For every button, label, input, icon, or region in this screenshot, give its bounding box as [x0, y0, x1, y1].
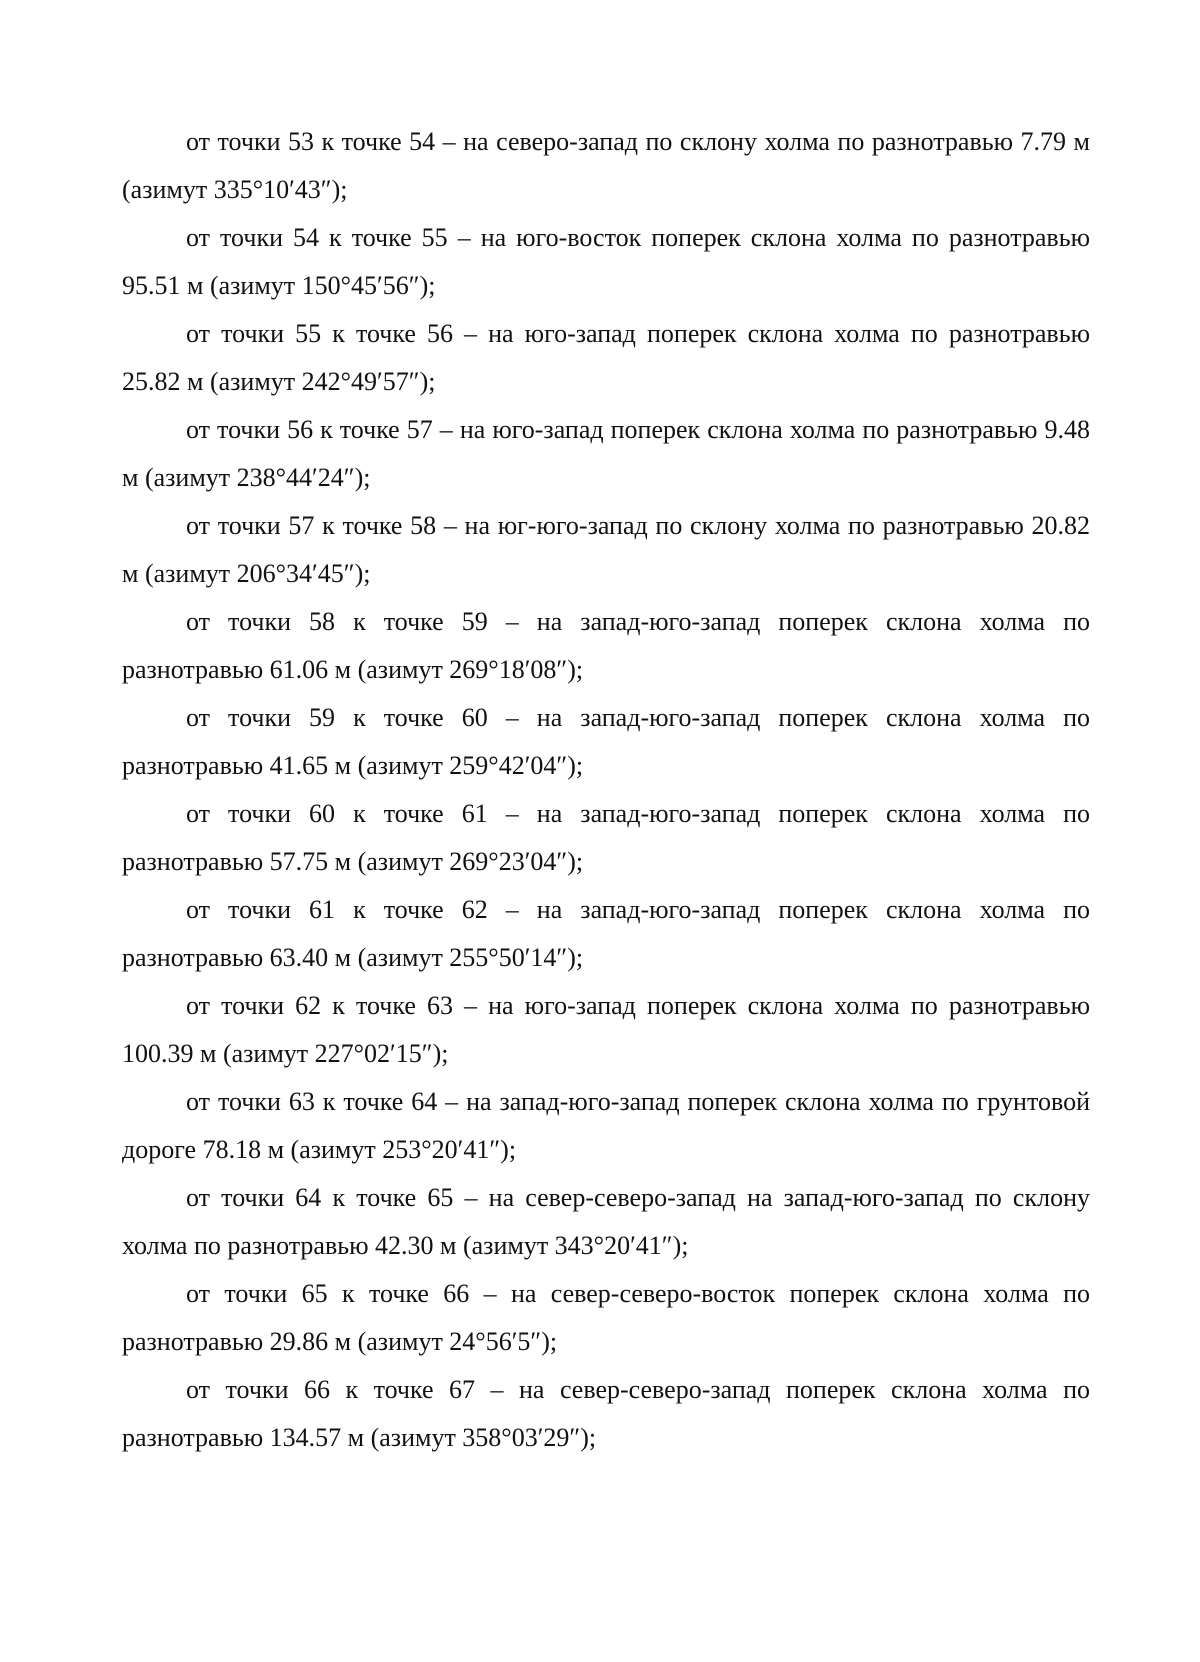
paragraph-segment-65-66: от точки 65 к точке 66 – на север-северо-восток поперек склона холма по разнотравью 29.86 м (азимут 24°56′5″);	[122, 1279, 1090, 1356]
paragraph-segment-61-62: от точки 61 к точке 62 – на запад-юго-запад поперек склона холма по разнотравью 63.40 м (азимут 255°50′14″);	[122, 895, 1090, 972]
paragraph-segment-60-61: от точки 60 к точке 61 – на запад-юго-запад поперек склона холма по разнотравью 57.75 м (азимут 269°23′04″);	[122, 799, 1090, 876]
paragraph-segment-55-56: от точки 55 к точке 56 – на юго-запад поперек склона холма по разнотравью 25.82 м (азимут 242°49′57″);	[122, 319, 1090, 396]
paragraph-segment-63-64: от точки 63 к точке 64 – на запад-юго-запад поперек склона холма по грунтовой дороге 78.18 м (азимут 253°20′41″);	[122, 1087, 1090, 1164]
paragraph-segment-53-54: от точки 53 к точке 54 – на северо-запад по склону холма по разнотравью 7.79 м (азимут 335°10′43″);	[122, 127, 1090, 204]
paragraph-segment-64-65: от точки 64 к точке 65 – на север-северо-запад на запад-юго-запад по склону холма по разнотравью 42.30 м (азимут 343°20′41″);	[122, 1183, 1090, 1260]
paragraph-segment-54-55: от точки 54 к точке 55 – на юго-восток поперек склона холма по разнотравью 95.51 м (азимут 150°45′56″);	[122, 223, 1090, 300]
paragraph-segment-66-67: от точки 66 к точке 67 – на север-северо-запад поперек склона холма по разнотравью 134.57 м (азимут 358°03′29″);	[122, 1375, 1090, 1452]
paragraph-segment-58-59: от точки 58 к точке 59 – на запад-юго-запад поперек склона холма по разнотравью 61.06 м (азимут 269°18′08″);	[122, 607, 1090, 684]
paragraph-segment-56-57: от точки 56 к точке 57 – на юго-запад поперек склона холма по разнотравью 9.48 м (азимут 238°44′24″);	[122, 415, 1090, 492]
document-body	[122, 118, 1090, 1462]
paragraph-segment-62-63: от точки 62 к точке 63 – на юго-запад поперек склона холма по разнотравью 100.39 м (азимут 227°02′15″);	[122, 991, 1090, 1068]
paragraph-segment-59-60: от точки 59 к точке 60 – на запад-юго-запад поперек склона холма по разнотравью 41.65 м (азимут 259°42′04″);	[122, 703, 1090, 780]
paragraph-segment-57-58: от точки 57 к точке 58 – на юг-юго-запад по склону холма по разнотравью 20.82 м (азимут 206°34′45″);	[122, 511, 1090, 588]
